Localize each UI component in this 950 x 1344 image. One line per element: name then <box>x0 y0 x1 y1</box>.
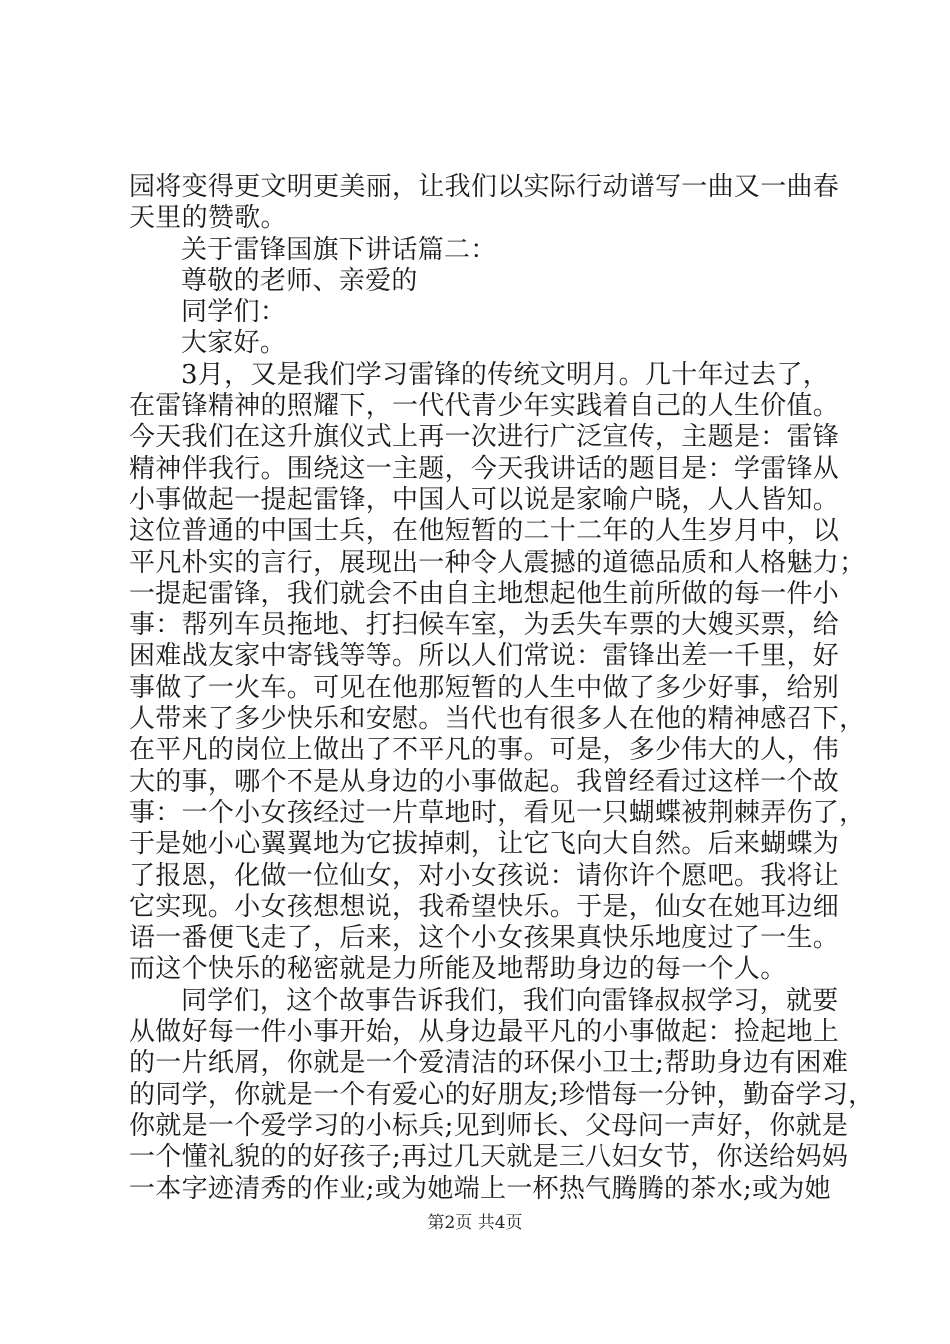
text-line: 同学们，这个故事告诉我们，我们向雷锋叔叔学习，就要 <box>181 985 839 1016</box>
text-line: 你就是一个爱学习的小标兵;见到师长、父母问一声好，你就是 <box>129 1110 849 1141</box>
text-line: 一本字迹清秀的作业;或为她端上一杯热气腾腾的茶水;或为她 <box>129 1173 831 1204</box>
text-line: 今天我们在这升旗仪式上再一次进行广泛宣传，主题是：雷锋 <box>129 422 840 453</box>
text-line: 的同学，你就是一个有爱心的好朋友;珍惜每一分钟，勤奋学习， <box>129 1079 875 1110</box>
text-line: 3月，又是我们学习雷锋的传统文明月。几十年过去了， <box>181 359 830 390</box>
text-line: 从做好每一件小事开始，从身边最平凡的小事做起：捡起地上 <box>129 1017 840 1048</box>
text-line: 精神伴我行。围绕这一主题，今天我讲话的题目是：学雷锋从 <box>129 453 840 484</box>
text-line: 的一片纸屑，你就是一个爱清洁的环保小卫士;帮助身边有困难 <box>129 1048 849 1079</box>
text-line: 而这个快乐的秘密就是力所能及地帮助身边的每一个人。 <box>129 954 787 985</box>
section-title: 关于雷锋国旗下讲话篇二： <box>181 234 497 265</box>
text-line: 它实现。小女孩想想说，我希望快乐。于是，仙女在她耳边细 <box>129 891 840 922</box>
text-line: 园将变得更文明更美丽，让我们以实际行动谱写一曲又一曲春 <box>129 172 840 202</box>
text-line: 这位普通的中国士兵，在他短暂的二十二年的人生岁月中，以 <box>129 516 840 547</box>
text-line: 平凡朴实的言行，展现出一种令人震撼的道德品质和人格魅力； <box>129 547 866 578</box>
text-line: 事做了一火车。可见在他那短暂的人生中做了多少好事，给别 <box>129 672 840 703</box>
text-line: 事：帮列车员拖地、打扫候车室，为丢失车票的大嫂买票，给 <box>129 610 840 641</box>
salutation-line: 尊敬的老师、亲爱的 <box>181 265 418 296</box>
text-line: 语一番便飞走了，后来，这个小女孩果真快乐地度过了一生。 <box>129 923 840 954</box>
text-line: 一提起雷锋，我们就会不由自主地想起他生前所做的每一件小 <box>129 578 840 609</box>
text-line: 于是她小心翼翼地为它拔掉刺，让它飞向大自然。后来蝴蝶为 <box>129 829 840 860</box>
text-line: 人带来了多少快乐和安慰。当代也有很多人在他的精神感召下， <box>129 704 866 735</box>
text-line: 在雷锋精神的照耀下，一代代青少年实践着自己的人生价值。 <box>129 391 840 422</box>
text-line: 在平凡的岗位上做出了不平凡的事。可是，多少伟大的人，伟 <box>129 735 840 766</box>
page-number: 第2页 共4页 <box>427 1213 523 1233</box>
salutation-line: 同学们： <box>181 297 287 328</box>
document-body <box>129 172 875 1205</box>
text-line: 事：一个小女孩经过一片草地时，看见一只蝴蝶被荆棘弄伤了， <box>129 797 866 828</box>
text-line: 大的事，哪个不是从身边的小事做起。我曾经看过这样一个故 <box>129 766 840 797</box>
text-line: 困难战友家中寄钱等等。所以人们常说：雷锋出差一千里，好 <box>129 641 840 672</box>
text-line: 小事做起一提起雷锋，中国人可以说是家喻户晓，人人皆知。 <box>129 484 840 515</box>
text-line: 了报恩，化做一位仙女，对小女孩说：请你许个愿吧。我将让 <box>129 860 840 891</box>
greeting-line: 大家好。 <box>181 328 287 359</box>
text-line: 一个懂礼貌的的好孩子;再过几天就是三八妇女节，你送给妈妈 <box>129 1142 849 1173</box>
text-line: 天里的赞歌。 <box>129 203 287 234</box>
